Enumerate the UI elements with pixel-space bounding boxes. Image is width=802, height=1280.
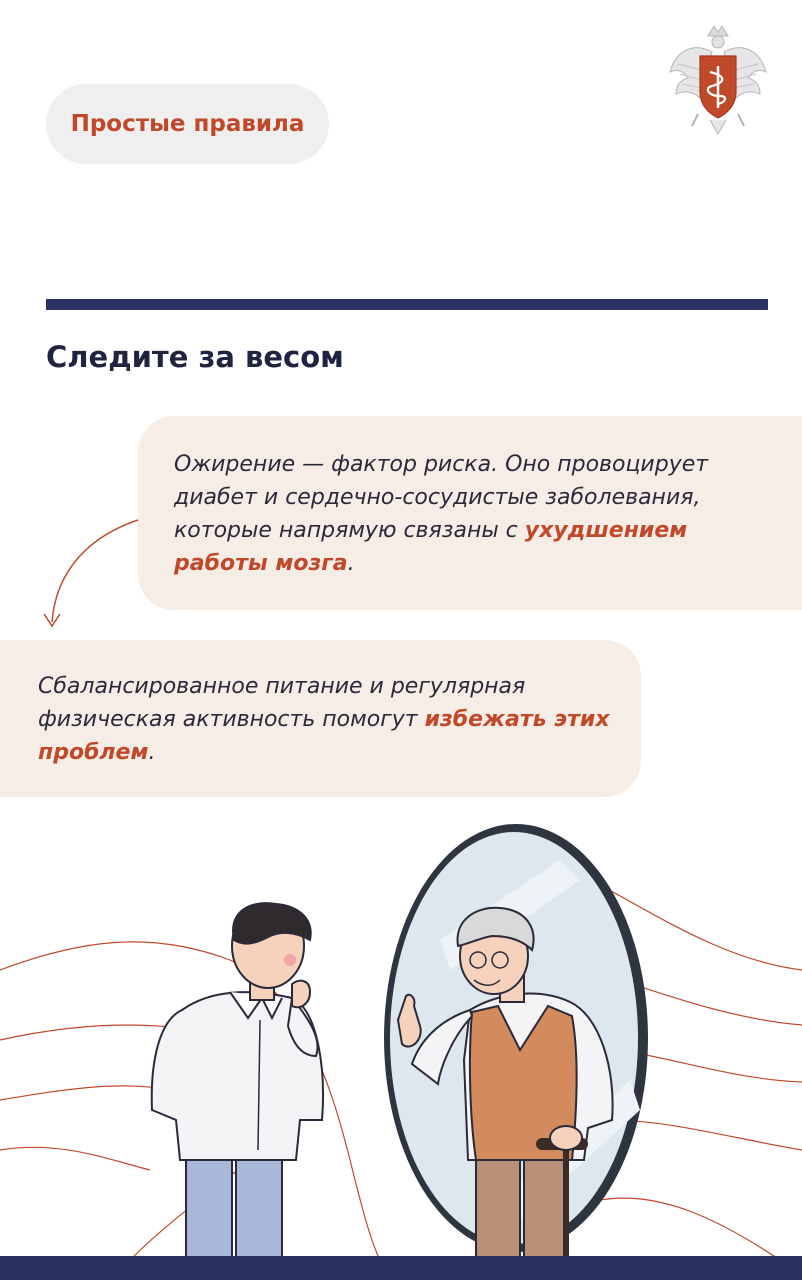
section-title: Следите за весом bbox=[46, 340, 344, 374]
section-divider bbox=[46, 299, 768, 310]
rules-tag bbox=[46, 84, 329, 164]
ministry-of-health-emblem-icon bbox=[664, 22, 772, 136]
info-card-prevention-text bbox=[38, 670, 628, 769]
info-card-obesity-highlight: ухудшением работы мозга bbox=[174, 518, 688, 576]
info-card-prevention-text-start: Сбалансированное питание и регулярная физическая активность помогут bbox=[38, 674, 526, 732]
info-card-prevention-text-end: . bbox=[148, 740, 156, 765]
man-looking-in-mirror-at-older-self-illustration bbox=[0, 820, 802, 1260]
info-card-obesity-text-start: Ожирение — фактор риска. Оно провоцирует диабет и сердечно-сосудистые заболевания, которые напрямую связаны с bbox=[174, 452, 709, 543]
info-card-obesity-text bbox=[174, 448, 784, 580]
info-card-prevention-highlight: избежать этих проблем bbox=[38, 707, 610, 765]
info-card-obesity-text-end: . bbox=[347, 551, 355, 576]
rules-tag-label: Простые правила bbox=[70, 111, 305, 137]
young-man-figure bbox=[152, 903, 323, 1260]
curved-arrow-icon bbox=[30, 510, 150, 640]
footer-bar bbox=[0, 1256, 802, 1280]
